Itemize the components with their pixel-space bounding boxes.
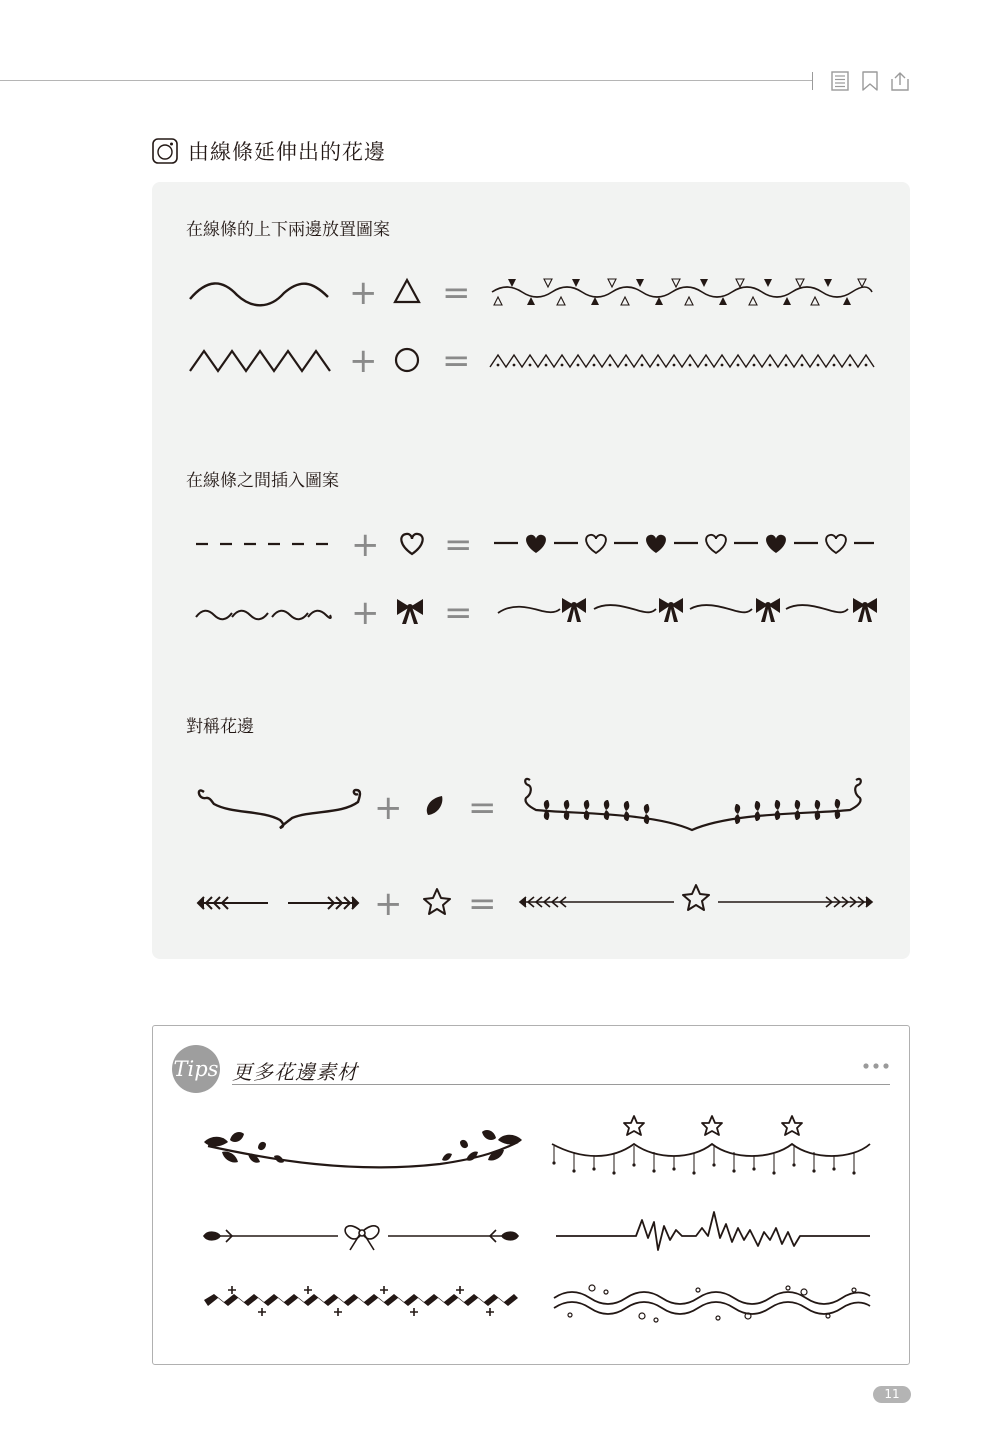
triangle-icon <box>395 280 419 302</box>
tips-title: 更多花邊素材 <box>232 1060 358 1084</box>
circle-icon <box>396 349 418 371</box>
leaf-icon <box>427 796 443 815</box>
wave-bow-border <box>498 598 877 622</box>
camera-icon <box>152 138 178 164</box>
equals-sign: = <box>444 593 473 633</box>
border-row-arrow-star <box>152 867 910 937</box>
vine-leaf-border <box>525 779 861 830</box>
more-borders-illustrations <box>152 1100 910 1350</box>
leafy-swag-border <box>204 1130 522 1167</box>
group-title-above-below: 在線條的上下兩邊放置圖案 <box>186 220 390 240</box>
plus-sign: + <box>349 341 378 381</box>
zigzag-dot-border <box>490 355 874 367</box>
plus-sign: + <box>351 525 380 565</box>
plus-sign: + <box>374 788 403 828</box>
arrow-pair-line <box>198 897 358 909</box>
equals-sign: = <box>442 341 471 381</box>
equals-sign: = <box>444 525 473 565</box>
double-wave-bubble-border <box>554 1285 870 1322</box>
tips-title-rule <box>232 1084 890 1085</box>
header-tick <box>812 72 813 90</box>
star-icon <box>424 889 450 914</box>
zigzag-line <box>190 351 330 371</box>
equals-sign: = <box>468 788 497 828</box>
group-title-insert: 在線條之間插入圖案 <box>186 471 339 491</box>
bookmark-icon[interactable] <box>859 70 881 92</box>
plus-sign: + <box>351 593 380 633</box>
border-row-dash-heart <box>152 509 910 579</box>
dash-heart-border <box>494 535 874 553</box>
tips-badge: Tips <box>172 1045 220 1093</box>
page-number: 11 <box>873 1386 911 1403</box>
heart-icon <box>401 534 422 554</box>
text-page-icon[interactable] <box>829 70 851 92</box>
border-row-wave-triangle <box>152 257 910 327</box>
curly-bracket-line <box>199 790 360 828</box>
scribble-pulse-border <box>556 1212 870 1250</box>
share-icon[interactable] <box>889 70 911 92</box>
border-row-wave-bow <box>152 577 910 647</box>
equals-sign: = <box>468 884 497 924</box>
bow-line-border <box>204 1226 518 1250</box>
header-divider <box>0 80 812 81</box>
bow-icon <box>397 599 423 624</box>
star-garland-border <box>552 1116 870 1175</box>
border-row-bracket-leaf <box>152 772 910 842</box>
plus-sign: + <box>374 884 403 924</box>
plus-sign: + <box>349 273 378 313</box>
wave-triangle-border <box>492 279 872 305</box>
arrow-star-border <box>520 885 872 910</box>
equals-sign: = <box>442 273 471 313</box>
section-title: 由線條延伸出的花邊 <box>188 140 386 164</box>
group-title-symmetric: 對稱花邊 <box>186 717 254 737</box>
tilde-line <box>196 611 331 620</box>
wave-line <box>190 283 328 305</box>
more-dots-icon <box>860 1060 892 1072</box>
zigzag-ribbon-cross-border <box>204 1286 518 1316</box>
border-row-zigzag-circle <box>152 325 910 395</box>
